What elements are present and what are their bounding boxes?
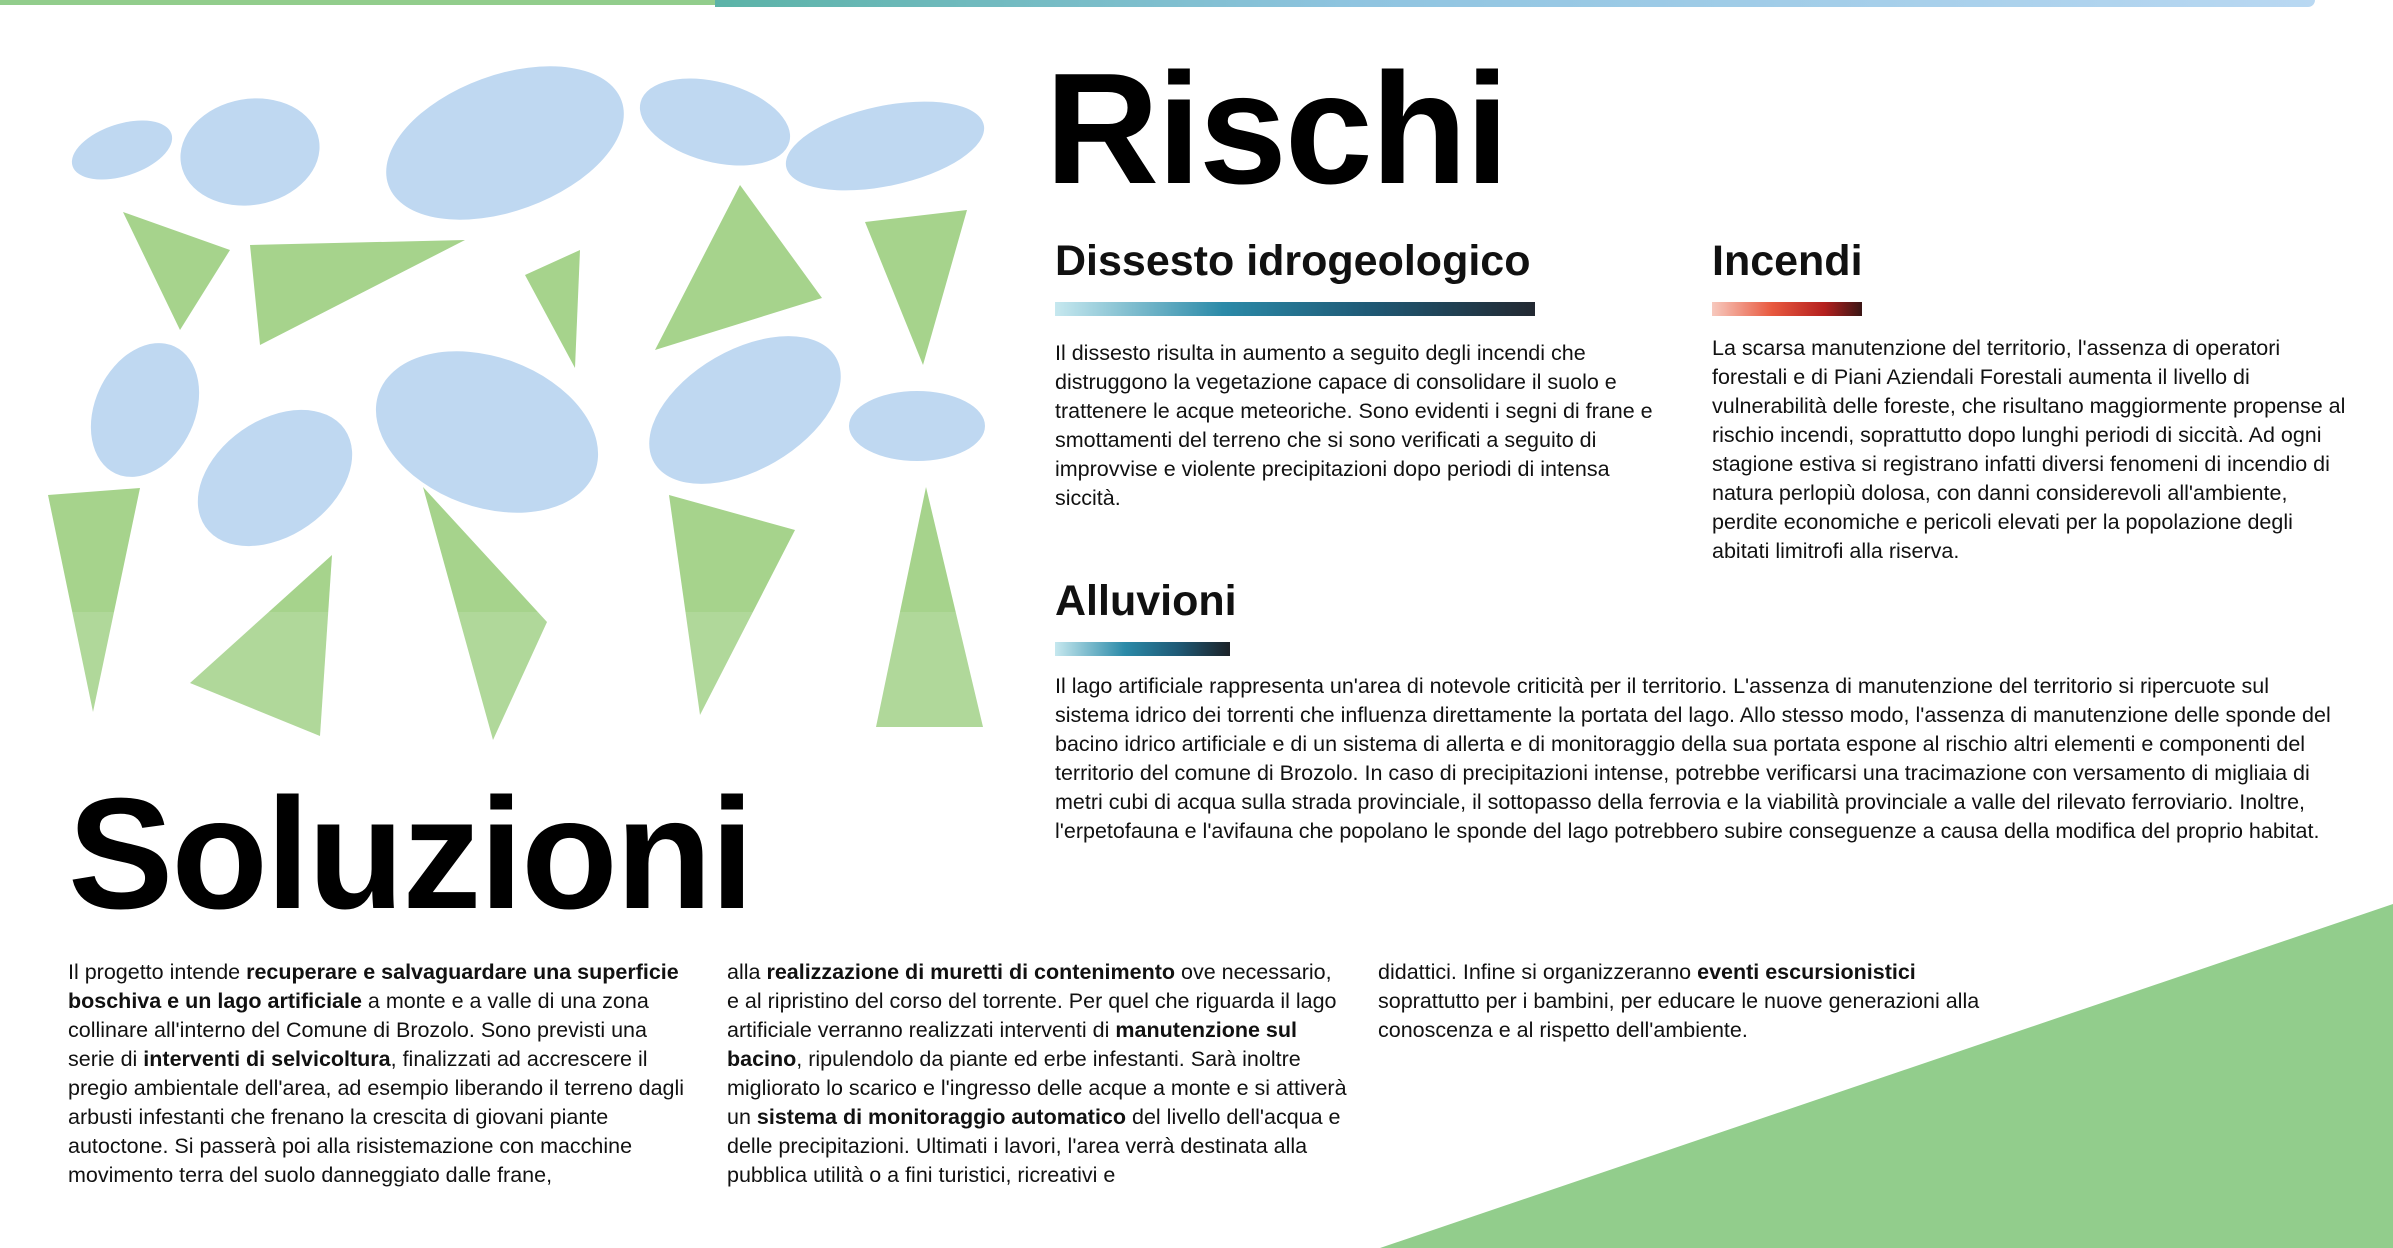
text-run-bold: manutenzione sul bacino	[727, 1018, 1297, 1071]
incendi-gradient-bar	[1712, 302, 1862, 316]
text-run: a monte e a valle di una zona collinare all'interno del Comune di Brozolo. Sono previsti una serie di	[68, 989, 649, 1071]
dissesto-text: Il dissesto risulta in aumento a seguito degli incendi che distruggono la vegetazione capace di consolidare il suolo e trattenere le acque meteoriche. Sono evidenti i segni di frane e smottamenti del terreno che si sono verificati a seguito di improvvise e violente precipitazioni dopo periodi di intensa siccità.	[1055, 341, 1653, 510]
text-run: alla	[727, 960, 767, 984]
text-run: ove necessario, e al ripristino del corso del torrente. Per quel che riguarda il lago artificiale verranno realizzati interventi di	[727, 960, 1337, 1042]
alluvioni-gradient-bar	[1055, 642, 1230, 656]
text-run-bold: realizzazione di muretti di contenimento	[766, 960, 1176, 984]
soluzioni-title: Soluzioni	[68, 766, 753, 942]
text-run: del livello dell'acqua e delle precipitazioni. Ultimati i lavori, l'area verrà destinata alla pubblica utilità o a fini turistici, ricreativi e	[727, 1105, 1341, 1187]
incendi-heading: Incendi	[1712, 237, 1863, 285]
alluvioni-text: Il lago artificiale rappresenta un'area di notevole criticità per il territorio. L'assenza di manutenzione del territorio si ripercuote sul sistema idrico dei torrenti che influenza direttamente la portata del lago. Allo stesso modo, l'assenza di manutenzione delle sponde del bacino idrico artificiale e di un sistema di allerta e di monitoraggio della sua portata espone al rischio altri elementi e componenti del territorio del comune di Brozolo. In caso di precipitazioni intense, potrebbe verificarsi una tracimazione con versamento di migliaia di metri cubi di acqua sulla strada provinciale, il sottopasso della ferrovia e la viabilità provinciale a valle del rilevato ferroviario. Inoltre, l'erpetofauna e l'avifauna che popolano le sponde del lago potrebbero subire conseguenze a causa della modifica del proprio habitat.	[1055, 674, 2331, 843]
soluzioni-column-3	[1378, 958, 1998, 1045]
text-run: soprattutto per i bambini, per educare le nuove generazioni alla conoscenza e al rispetto dell'ambiente.	[1378, 989, 1980, 1042]
rischi-title: Rischi	[1045, 41, 1508, 217]
incendi-text: La scarsa manutenzione del territorio, l'assenza di operatori forestali e di Piani Aziendali Forestali aumenta il livello di vulnerabilità delle foreste, che risultano maggiormente propense al rischio incendi, soprattutto dopo lunghi periodi di siccità. Ad ogni stagione estiva si registrano infatti diversi fenomeni di incendio di natura perlopiù dolosa, con danni considerevoli all'ambiente, perdite economiche e pericoli elevati per la popolazione degli abitati limitrofi alla riserva.	[1712, 336, 2346, 563]
alluvioni-heading: Alluvioni	[1055, 577, 1237, 625]
text-run-bold: recuperare e salvaguardare una superficie boschiva e un lago artificiale	[68, 960, 679, 1013]
text-run-bold: eventi escursionistici	[1697, 960, 1916, 984]
text-run-bold: interventi di selvicoltura	[143, 1047, 391, 1071]
dissesto-heading: Dissesto idrogeologico	[1055, 237, 1531, 285]
text-run: Il progetto intende	[68, 960, 247, 984]
soluzioni-column-2	[727, 958, 1347, 1190]
dissesto-gradient-bar	[1055, 302, 1535, 316]
text-run: , finalizzati ad accrescere il pregio ambientale dell'area, ad esempio liberando il terreno dagli arbusti infestanti che frenano la crescita di giovani piante autoctone. Si passerà poi alla risistemazione con macchine movimento terra del suolo danneggiato dalle frane,	[68, 1047, 685, 1187]
text-run-bold: sistema di monitoraggio automatico	[756, 1105, 1127, 1129]
text-run: didattici. Infine si organizzeranno	[1378, 960, 1698, 984]
text-run: , ripulendolo da piante ed erbe infestanti. Sarà inoltre migliorato lo scarico e l'ingresso delle acque a monte e si attiverà un	[727, 1047, 1347, 1129]
soluzioni-column-1	[68, 958, 688, 1190]
